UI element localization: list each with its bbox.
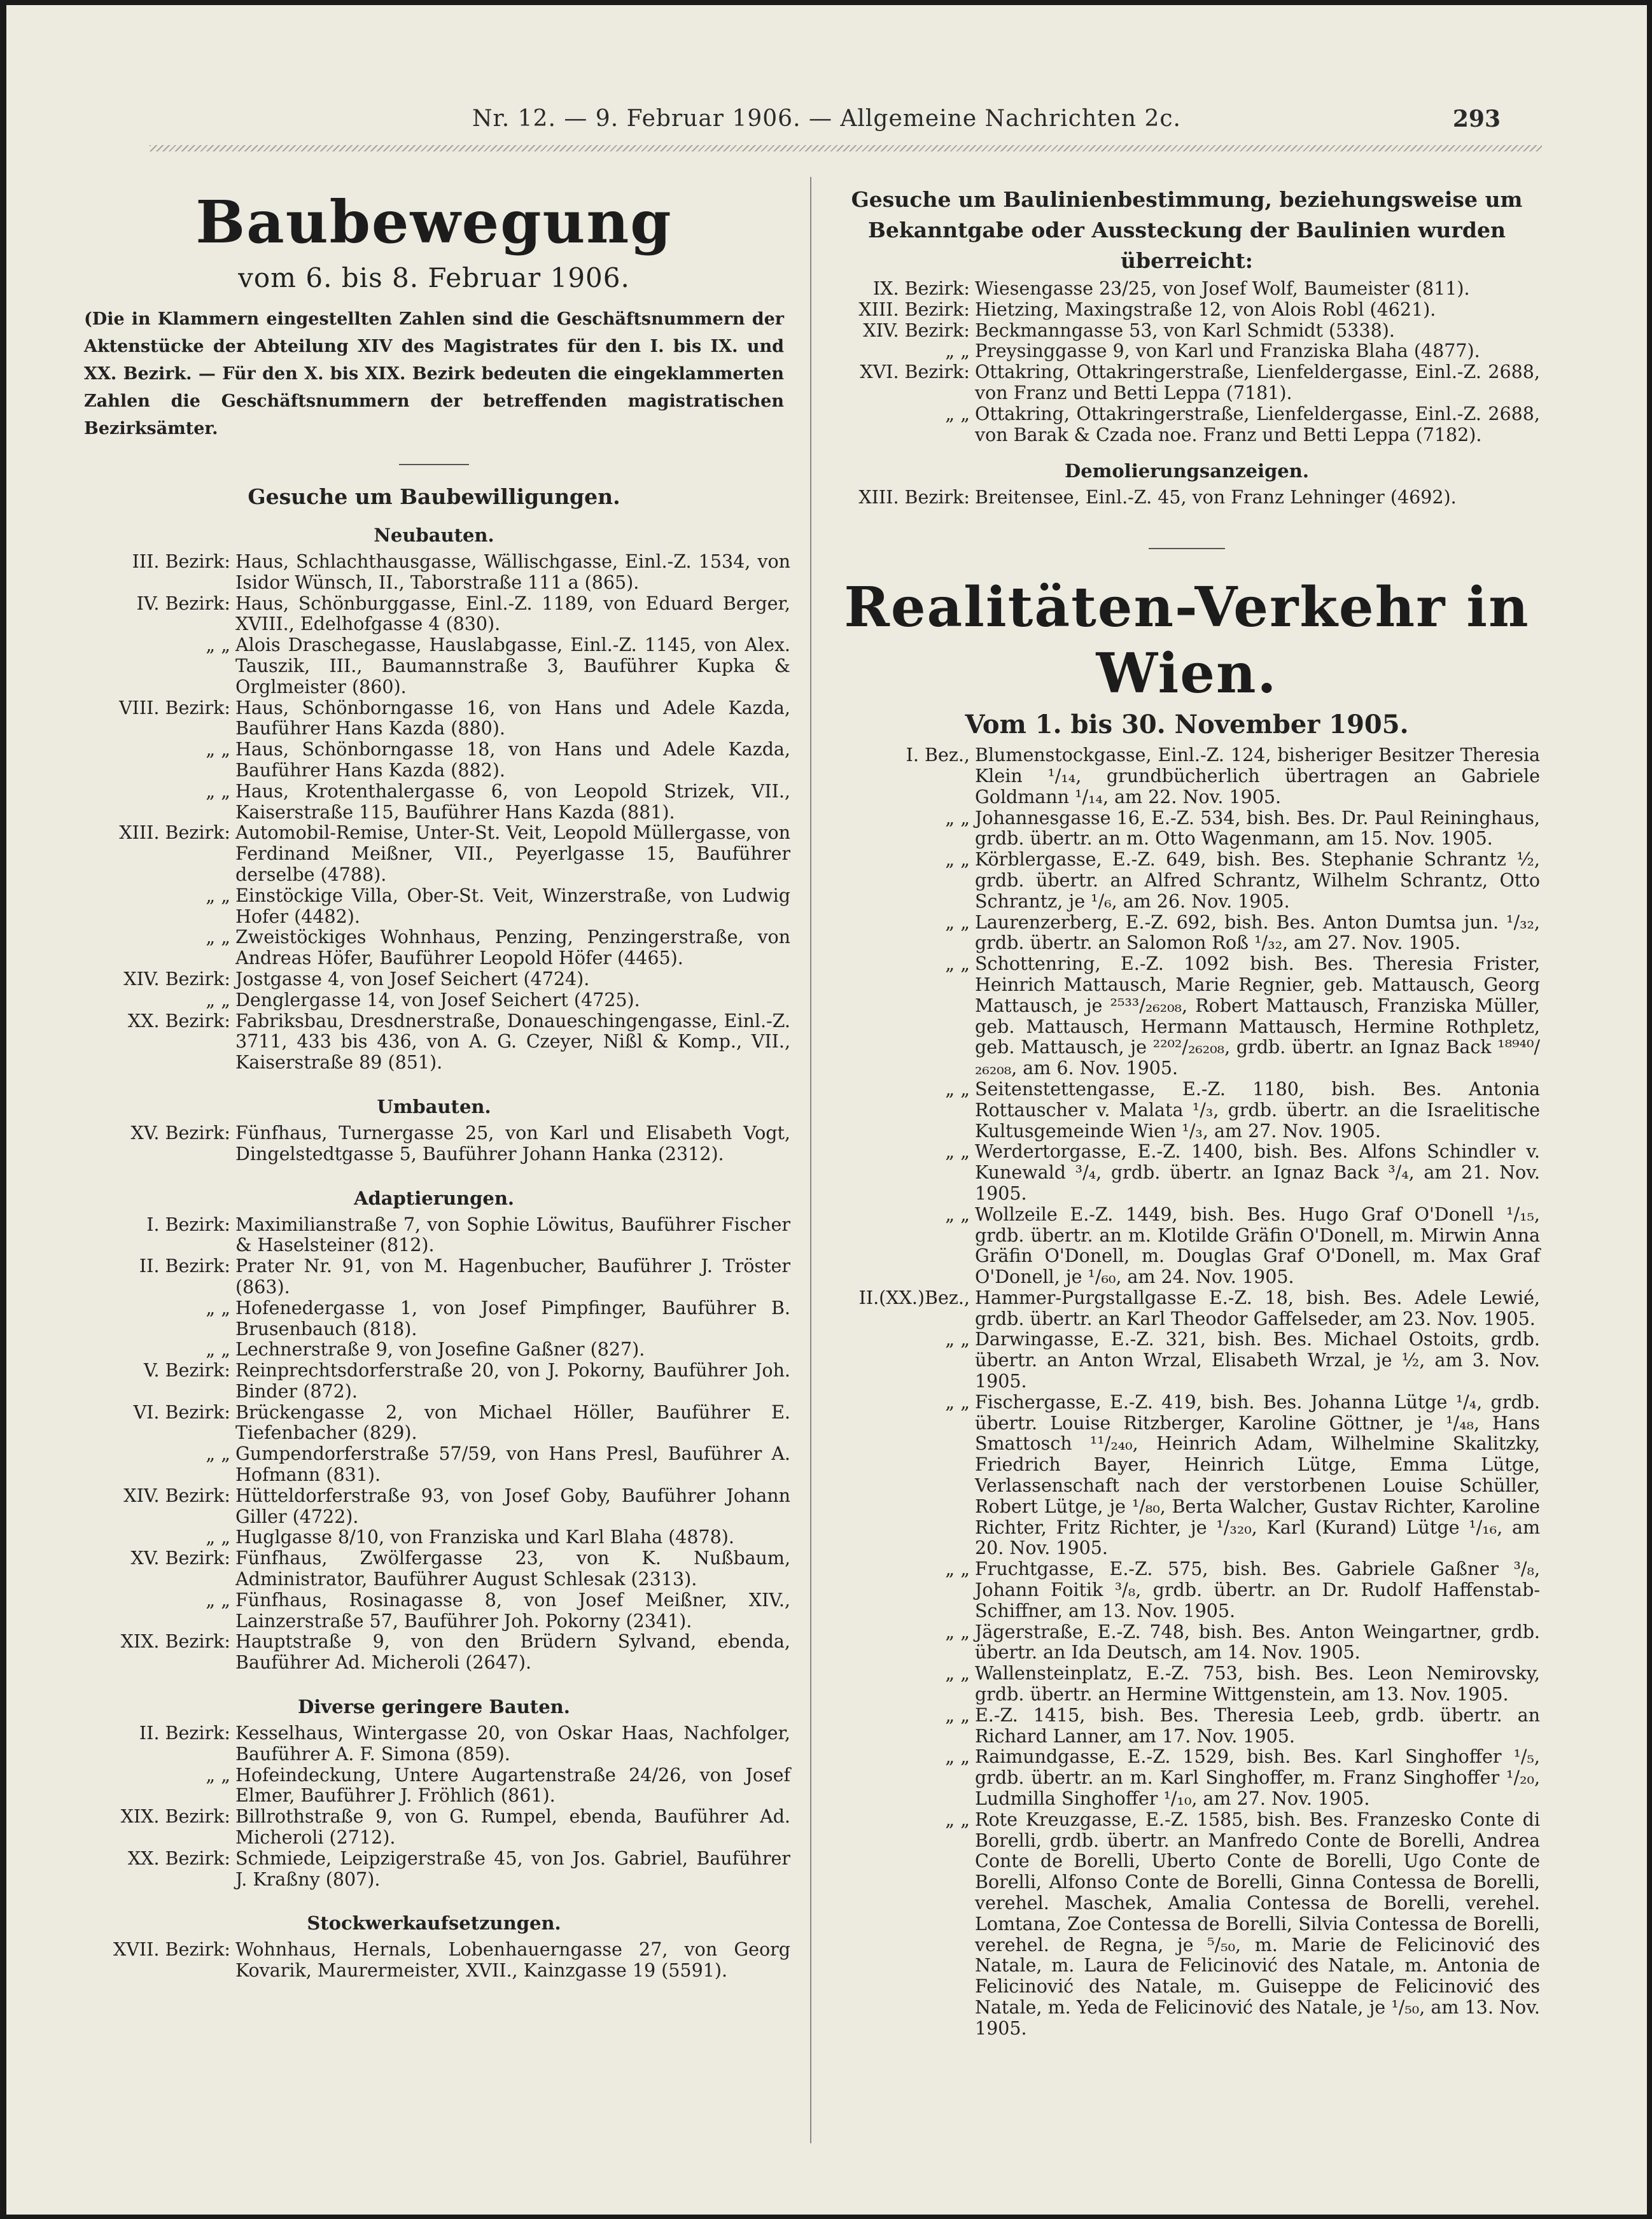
- entry-text: Hietzing, Maxingstraße 12, von Alois Robl (4621).: [975, 298, 1436, 320]
- baubewegung-title: Baubewegung: [195, 188, 673, 256]
- baulinien-heading: Gesuche um Baulinienbestimmung, beziehungsweise um Bekanntgabe oder Aussteckung der Baulinien wurden überreicht:: [851, 187, 1523, 273]
- entry-text: Johannesgasse 16, E.-Z. 534, bish. Bes. Dr. Paul Reininghaus, grdb. übertr. an m. Otto Wagenmann, am 15. Nov. 1905.: [975, 807, 1540, 850]
- list-item: [834, 850, 1540, 912]
- realitaeten-date: Vom 1. bis 30. November 1905.: [965, 710, 1409, 740]
- entry-text: Jostgasse 4, von Josef Seichert (4724).: [235, 968, 590, 990]
- list-item: [834, 808, 1540, 850]
- section-rule: [399, 464, 469, 465]
- header-wavy-rule: [150, 145, 1542, 151]
- list-item: [78, 1632, 790, 1674]
- list-item: [78, 886, 790, 928]
- entry-text: Reinprechtsdorferstraße 20, von J. Pokorny, Bauführer Joh. Binder (872).: [235, 1360, 790, 1402]
- entry-text: Automobil-Remise, Unter-St. Veit, Leopold Müllergasse, von Ferdinand Meißner, VII., Peyerlgasse 15, Bauführer derselbe (4788).: [235, 822, 790, 885]
- district-label: XIII. Bezirk:: [119, 822, 230, 844]
- district-label: IV. Bezirk:: [136, 592, 230, 614]
- district-label: „ „: [945, 1078, 970, 1100]
- district-label: „ „: [945, 1746, 970, 1768]
- list-item: [78, 1403, 790, 1445]
- district-label: „ „: [945, 1663, 970, 1684]
- list-item: [834, 279, 1540, 300]
- right-column: [834, 182, 1540, 2040]
- district-label: XIV. Bezirk:: [123, 1485, 230, 1506]
- entry-text: Jägerstraße, E.-Z. 748, bish. Bes. Anton Weingartner, grdb. übertr. an Ida Deutsch, am 14. Nov. 1905.: [975, 1621, 1540, 1663]
- list-item: [78, 698, 790, 740]
- entry-text: Haus, Schönborngasse 16, von Hans und Adele Kazda, Bauführer Hans Kazda (880).: [235, 697, 790, 739]
- district-label: IX. Bezirk:: [872, 278, 970, 299]
- left-column: [78, 182, 790, 1982]
- list-item: [78, 1723, 790, 1765]
- list-item: [834, 321, 1540, 342]
- district-label: „ „: [206, 634, 230, 656]
- district-label: XX. Bezirk:: [127, 1010, 230, 1032]
- list-item: [78, 1361, 790, 1403]
- section-rule: [1149, 548, 1225, 549]
- entry-text: Körblergasse, E.-Z. 649, bish. Bes. Stephanie Schrantz ½, grdb. übertr. an Alfred Schrantz, Wilhelm Schrantz, Otto Schrantz, je ¹/₆, am 26. Nov. 1905.: [975, 849, 1540, 912]
- entries-list: [78, 1123, 790, 1165]
- baubewegung-intro: (Die in Klammern eingestellten Zahlen sind die Geschäftsnummern der Aktenstücke der Abteilung XIV des Magistrates für den I. bis IX. und XX. Bezirk. — Für den X. bis XIX. Bezirk bedeuten die eingeklammerten Zahlen die Geschäftsnummern der betreffenden magistratischen Bezirksämter.: [84, 309, 784, 438]
- entries-list: [78, 1940, 790, 1982]
- district-label: II. Bezirk:: [139, 1723, 230, 1744]
- list-item: [834, 362, 1540, 404]
- entry-text: Alois Draschegasse, Hauslabgasse, Einl.-Z. 1145, von Alex. Tauszik, III., Baumannstraße 3, Bauführer Kupka & Orglmeister (860).: [235, 634, 790, 697]
- list-item: [78, 1765, 790, 1807]
- list-item: [834, 1392, 1540, 1559]
- entry-text: Laurenzerberg, E.-Z. 692, bish. Bes. Anton Dumtsa jun. ¹/₃₂, grdb. übertr. an Salomon Roß ¹/₃₂, am 27. Nov. 1905.: [975, 911, 1540, 954]
- entry-text: Werdertorgasse, E.-Z. 1400, bish. Bes. Alfons Schindler v. Kunewald ³/₄, grdb. übertr. an Ignaz Back ³/₄, am 21. Nov. 1905.: [975, 1141, 1540, 1204]
- district-label: „ „: [206, 989, 230, 1011]
- entry-text: Fischergasse, E.-Z. 419, bish. Bes. Johanna Lütge ¹/₄, grdb. übertr. Louise Ritzberger, Karoline Göttner, je ¹/₄₈, Hans Smattosch ¹¹/₂₄₀, Heinrich Adam, Wilhelmine Skalitzky, Friedrich Bayer, Heinrich Lütge, Emma Lütge, Verlassenschaft nach der verstorbenen Louise Schüller, Robert Lütge, je ¹/₈₀, Berta Walcher, Gustav Richter, Karoline Richter, Fritz Richter, je ¹/₃₂₀, Karl (Kurand) Lütge ¹/₁₆, am 20. Nov. 1905.: [975, 1391, 1540, 1559]
- district-label: III. Bezirk:: [132, 551, 230, 572]
- entry-text: Brückengasse 2, von Michael Höller, Bauführer E. Tiefenbacher (829).: [235, 1401, 790, 1444]
- list-item: [78, 1444, 790, 1486]
- list-item: [834, 1747, 1540, 1809]
- list-item: [78, 1011, 790, 1074]
- page-number: 293: [1452, 106, 1501, 132]
- realitaeten-title: Realitäten-Verkehr in Wien.: [844, 575, 1530, 706]
- district-label: „ „: [206, 1297, 230, 1319]
- entry-text: Fruchtgasse, E.-Z. 575, bish. Bes. Gabriele Gaßner ³/₈, Johann Foitik ³/₈, grdb. übertr. an Dr. Rudolf Haffenstab-Schiffner, am 13. Nov. 1905.: [975, 1558, 1540, 1621]
- entry-text: Hammer-Purgstallgasse E.-Z. 18, bish. Bes. Adele Lewié, grdb. übertr. an Karl Theodor Gaffelseder, am 23. Nov. 1905.: [975, 1287, 1540, 1329]
- district-label: „ „: [945, 1621, 970, 1642]
- demolierung-list: [834, 487, 1540, 508]
- list-item: [78, 594, 790, 636]
- district-label: „ „: [206, 927, 230, 948]
- list-item: [834, 404, 1540, 446]
- district-label: XV. Bezirk:: [130, 1548, 230, 1569]
- baubewegung-date: vom 6. bis 8. Februar 1906.: [238, 262, 630, 293]
- newspaper-page: [6, 5, 1647, 2215]
- district-label: „ „: [945, 911, 970, 933]
- demolierung-heading: Demolierungsanzeigen.: [1065, 460, 1309, 482]
- district-label: „ „: [945, 1809, 970, 1830]
- entry-text: Rote Kreuzgasse, E.-Z. 1585, bish. Bes. Franzesko Conte di Borelli, grdb. übertr. an Manfredo Conte de Borelli, Andrea Conte de Borelli, Uberto Conte de Borelli, Ugo Conte de Borelli, Alfonso Conte de Borelli, Ginna Contessa de Borelli, verehel. Maschek, Amalia Contessa de Borelli, verehel. Lomtana, Zoe Contessa de Borelli, Silvia Contessa de Borelli, verehel. de Regna, je ⁵/₅₀, m. Marie de Felicinović des Natale, m. Laura de Felicinović des Natale, m. Antonia de Felicinović des Natale, m. Guiseppe de Felicinović des Natale, m. Yeda de Felicinović des Natale, je ¹/₅₀, am 13. Nov. 1905.: [975, 1809, 1540, 2039]
- column-divider: [810, 177, 811, 2143]
- district-label: „ „: [945, 807, 970, 829]
- entry-text: Fabriksbau, Dresdnerstraße, Donaueschingengasse, Einl.-Z. 3711, 433 bis 436, von A. G. Czeyer, Nißl & Komp., VII., Kaiserstraße 89 (851).: [235, 1010, 790, 1074]
- list-item: [834, 1142, 1540, 1204]
- district-label: XX. Bezirk:: [127, 1847, 230, 1869]
- entry-text: E.-Z. 1415, bish. Bes. Theresia Leeb, grdb. übertr. an Richard Lanner, am 17. Nov. 1905.: [975, 1704, 1540, 1747]
- district-label: „ „: [945, 340, 970, 362]
- district-label: VI. Bezirk:: [133, 1401, 230, 1423]
- entry-text: Schmiede, Leipzigerstraße 45, von Jos. Gabriel, Bauführer J. Kraßny (807).: [235, 1847, 790, 1890]
- entry-text: Seitenstettengasse, E.-Z. 1180, bish. Bes. Antonia Rottauscher v. Malata ¹/₃, grdb. übertr. an die Israelitische Kultusgemeinde Wien ¹/₃, am 27. Nov. 1905.: [975, 1078, 1540, 1142]
- entry-text: Wiesengasse 23/25, von Josef Wolf, Baumeister (811).: [975, 278, 1470, 299]
- entry-text: Blumenstockgasse, Einl.-Z. 124, bisheriger Besitzer Theresia Klein ¹/₁₄, grundbücherlich übertragen an Gabriele Goldmann ¹/₁₄, am 22. Nov. 1905.: [975, 745, 1540, 808]
- district-label: XIV. Bezirk:: [123, 968, 230, 990]
- district-label: „ „: [206, 1589, 230, 1611]
- entry-text: Haus, Schönborngasse 18, von Hans und Adele Kazda, Bauführer Hans Kazda (882).: [235, 739, 790, 781]
- list-item: [78, 1548, 790, 1590]
- entry-text: Zweistöckiges Wohnhaus, Penzing, Penzingerstraße, von Andreas Höfer, Bauführer Leopold Höfer (4465).: [235, 927, 790, 969]
- entries-list: [78, 1215, 790, 1674]
- entry-text: Raimundgasse, E.-Z. 1529, bish. Bes. Karl Singhoffer ¹/₅, grdb. übertr. an m. Karl Singhoffer, m. Franz Singhoffer ¹/₂₀, Ludmilla Singhoffer ¹/₁₀, am 27. Nov. 1905.: [975, 1746, 1540, 1810]
- list-item: [78, 1807, 790, 1849]
- entry-text: Fünfhaus, Zwölfergasse 23, von K. Nußbaum, Administrator, Bauführer August Schlesak (2313).: [235, 1548, 790, 1590]
- entry-text: Wohnhaus, Hernals, Lobenhauerngasse 27, von Georg Kovarik, Maurermeister, XVII., Kainzgasse 19 (5591).: [235, 1939, 790, 1982]
- list-item: [78, 635, 790, 697]
- district-label: „ „: [945, 1329, 970, 1350]
- left-sections: [78, 521, 790, 1982]
- list-item: [78, 1940, 790, 1982]
- district-label: „ „: [945, 953, 970, 975]
- list-item: [834, 1205, 1540, 1288]
- district-label: „ „: [206, 1764, 230, 1786]
- list-item: [834, 913, 1540, 955]
- list-item: [78, 1215, 790, 1257]
- list-item: [78, 1256, 790, 1298]
- entry-text: Hauptstraße 9, von den Brüdern Sylvand, ebenda, Bauführer Ad. Micheroli (2647).: [235, 1631, 790, 1674]
- district-label: „ „: [206, 780, 230, 802]
- entry-text: Haus, Schlachthausgasse, Wällischgasse, Einl.-Z. 1534, von Isidor Wünsch, II., Taborstraße 111 a (865).: [235, 551, 790, 593]
- district-label: XIX. Bezirk:: [120, 1631, 230, 1653]
- subsection-heading: Stockwerkaufsetzungen.: [307, 1912, 561, 1935]
- entry-text: Hofeindeckung, Untere Augartenstraße 24/26, von Josef Elmer, Bauführer J. Fröhlich (861).: [235, 1764, 790, 1807]
- entry-text: Lechnerstraße 9, von Josefine Gaßner (827).: [235, 1339, 645, 1361]
- list-item: [834, 341, 1540, 362]
- entry-text: Prater Nr. 91, von M. Hagenbucher, Bauführer J. Tröster (863).: [235, 1256, 790, 1298]
- district-label: „ „: [945, 403, 970, 424]
- running-title: Nr. 12. — 9. Februar 1906. — Allgemeine Nachrichten 2c.: [472, 106, 1181, 132]
- list-item: [78, 552, 790, 594]
- entry-text: Huglgasse 8/10, von Franziska und Karl Blaha (4878).: [235, 1527, 734, 1548]
- list-item: [78, 1123, 790, 1165]
- district-label: XIV. Bezirk:: [863, 319, 970, 341]
- entry-text: Fünfhaus, Rosinagasse 8, von Josef Meißner, XIV., Lainzerstraße 57, Bauführer Joh. Pokorny (2341).: [235, 1589, 790, 1632]
- district-label: „ „: [206, 1443, 230, 1465]
- running-head: [6, 106, 1647, 144]
- entry-text: Preysinggasse 9, von Karl und Franziska Blaha (4877).: [975, 340, 1480, 362]
- list-item: [834, 1559, 1540, 1621]
- baubewilligungen-heading: Gesuche um Baubewilligungen.: [248, 484, 620, 509]
- entry-text: Billrothstraße 9, von G. Rumpel, ebenda, Bauführer Ad. Micheroli (2712).: [235, 1806, 790, 1849]
- list-item: [78, 823, 790, 885]
- list-item: [834, 1079, 1540, 1142]
- entry-text: Denglergasse 14, von Josef Seichert (4725).: [235, 989, 640, 1011]
- district-label: XV. Bezirk:: [130, 1122, 230, 1144]
- district-label: XIII. Bezirk:: [858, 298, 970, 320]
- subsection-heading: Neubauten.: [374, 524, 494, 546]
- district-label: „ „: [206, 885, 230, 906]
- subsection-heading: Diverse geringere Bauten.: [298, 1696, 570, 1718]
- entry-text: Hofenedergasse 1, von Josef Pimpfinger, Bauführer B. Brusenbauch (818).: [235, 1297, 790, 1340]
- list-item: [78, 739, 790, 781]
- list-item: [78, 1486, 790, 1528]
- district-label: „ „: [945, 1704, 970, 1726]
- subsection-heading: Adaptierungen.: [353, 1187, 515, 1209]
- district-label: „ „: [206, 1527, 230, 1548]
- district-label: I. Bezirk:: [146, 1214, 230, 1235]
- list-item: [834, 1288, 1540, 1330]
- entry-text: Fünfhaus, Turnergasse 25, von Karl und Elisabeth Vogt, Dingelstedtgasse 5, Bauführer Johann Hanka (2312).: [235, 1122, 790, 1165]
- list-item: [834, 745, 1540, 808]
- entries-list: [78, 1723, 790, 1890]
- entry-text: Haus, Krotenthalergasse 6, von Leopold Strizek, VII., Kaiserstraße 115, Bauführer Hans Kazda (881).: [235, 780, 790, 823]
- entry-text: Kesselhaus, Wintergasse 20, von Oskar Haas, Nachfolger, Bauführer A. F. Simona (859).: [235, 1723, 790, 1765]
- district-label: „ „: [945, 1203, 970, 1225]
- district-label: V. Bezirk:: [143, 1360, 230, 1382]
- entry-text: Hütteldorferstraße 93, von Josef Goby, Bauführer Johann Giller (4722).: [235, 1485, 790, 1527]
- list-item: [78, 990, 790, 1011]
- list-item: [78, 927, 790, 969]
- entry-text: Beckmanngasse 53, von Karl Schmidt (5338).: [975, 319, 1395, 341]
- district-label: II.(XX.)Bez.,: [858, 1287, 970, 1308]
- list-item: [834, 1329, 1540, 1392]
- list-item: [78, 781, 790, 823]
- district-label: „ „: [945, 1558, 970, 1580]
- list-item: [78, 1590, 790, 1632]
- district-label: „ „: [945, 849, 970, 871]
- list-item: [834, 954, 1540, 1079]
- list-item: [834, 1663, 1540, 1705]
- list-item: [78, 1340, 790, 1361]
- district-label: XIII. Bezirk:: [858, 487, 970, 508]
- list-item: [78, 1849, 790, 1891]
- list-item: [78, 1298, 790, 1340]
- list-item: [834, 1622, 1540, 1664]
- district-label: „ „: [206, 1339, 230, 1361]
- district-label: I. Bez.,: [906, 745, 970, 766]
- district-label: VIII. Bezirk:: [119, 697, 230, 718]
- entry-text: Breitensee, Einl.-Z. 45, von Franz Lehninger (4692).: [975, 487, 1457, 508]
- entry-text: Schottenring, E.-Z. 1092 bish. Bes. Theresia Frister, Heinrich Mattausch, Marie Regnier, geb. Mattausch, Georg Mattausch, je ²⁵³³/₂₆₂₀₈, Robert Mattausch, Franziska Müller, geb. Mattausch, Hermann Mattausch, Hermine Rothpletz, geb. Mattausch, je ²²⁰²/₂₆₂₀₈, grdb. übertr. an Ignaz Back ¹⁸⁹⁴⁰/₂₆₂₀₈, am 6. Nov. 1905.: [975, 953, 1540, 1079]
- entry-text: Ottakring, Ottakringerstraße, Lienfeldergasse, Einl.-Z. 2688, von Franz und Betti Leppa (7181).: [975, 361, 1540, 403]
- entry-text: Wallensteinplatz, E.-Z. 753, bish. Bes. Leon Nemirovsky, grdb. übertr. an Hermine Wittgenstein, am 13. Nov. 1905.: [975, 1663, 1540, 1705]
- district-label: „ „: [945, 1391, 970, 1413]
- district-label: XVI. Bezirk:: [860, 361, 970, 383]
- district-label: II. Bezirk:: [139, 1256, 230, 1277]
- list-item: [78, 1527, 790, 1548]
- district-label: XVII. Bezirk:: [113, 1939, 230, 1961]
- list-item: [834, 1810, 1540, 2040]
- subsection-heading: Umbauten.: [377, 1095, 491, 1117]
- entry-text: Darwingasse, E.-Z. 321, bish. Bes. Michael Ostoits, grdb. übertr. an Anton Wrzal, Elisabeth Wrzal, je ½, am 3. Nov. 1905.: [975, 1329, 1540, 1392]
- list-item: [834, 300, 1540, 321]
- district-label: „ „: [206, 739, 230, 760]
- entry-text: Wollzeile E.-Z. 1449, bish. Bes. Hugo Graf O'Donell ¹/₁₅, grdb. übertr. an m. Klotilde Gräfin O'Donell, m. Mirwin Anna Gräfin O'Donell, m. Douglas Graf O'Donell, m. Max Graf O'Donell, je ¹/₆₀, am 24. Nov. 1905.: [975, 1203, 1540, 1288]
- realitaeten-list: [834, 745, 1540, 2039]
- baulinien-list: [834, 279, 1540, 445]
- entry-text: Ottakring, Ottakringerstraße, Lienfeldergasse, Einl.-Z. 2688, von Barak & Czada noe. Franz und Betti Leppa (7182).: [975, 403, 1540, 445]
- entry-text: Maximilianstraße 7, von Sophie Löwitus, Bauführer Fischer & Haselsteiner (812).: [235, 1214, 790, 1256]
- entry-text: Einstöckige Villa, Ober-St. Veit, Winzerstraße, von Ludwig Hofer (4482).: [235, 885, 790, 927]
- list-item: [834, 487, 1540, 508]
- district-label: „ „: [945, 1141, 970, 1163]
- entry-text: Gumpendorferstraße 57/59, von Hans Presl, Bauführer A. Hofmann (831).: [235, 1443, 790, 1486]
- entries-list: [78, 552, 790, 1074]
- district-label: XIX. Bezirk:: [120, 1806, 230, 1828]
- list-item: [834, 1705, 1540, 1747]
- entry-text: Haus, Schönburggasse, Einl.-Z. 1189, von Eduard Berger, XVIII., Edelhofgasse 4 (830).: [235, 592, 790, 635]
- list-item: [78, 969, 790, 990]
